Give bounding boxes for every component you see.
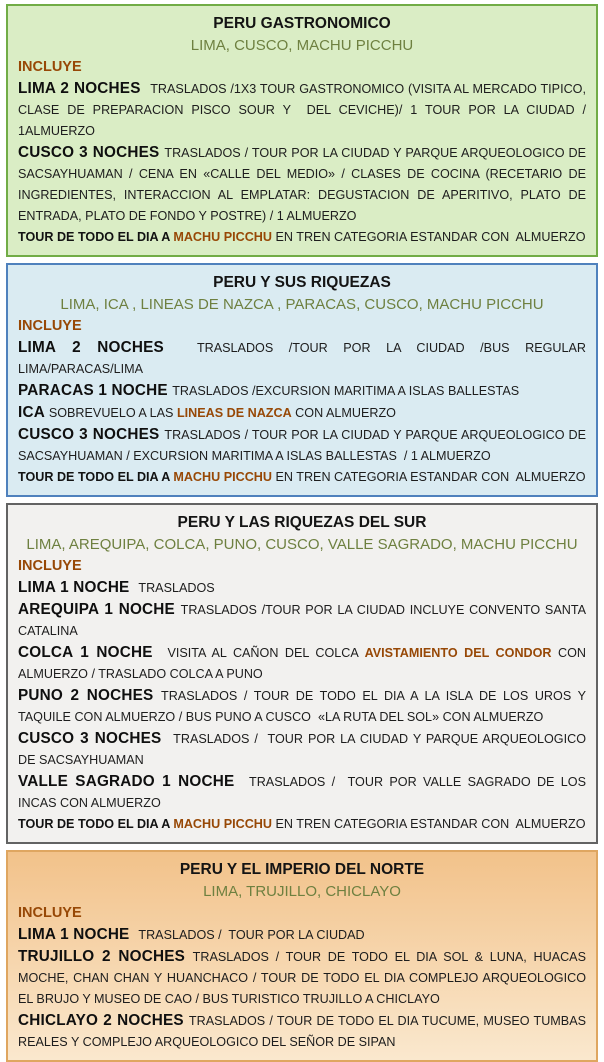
package-title: PERU Y EL IMPERIO DEL NORTE <box>179 861 425 878</box>
item-text: TRASLADOS / TOUR DE TODO EL DIA A LA ISLA DE LOS UROS Y TAQUILE CON ALMUERZO / BUS PUNO A CUSCO «LA RUTA DEL SOL» CON ALMUERZO <box>18 689 590 724</box>
package-card-peru-y-las-riquezas-del-sur <box>6 503 598 844</box>
item-text: TRASLADOS / TOUR POR LA CIUDAD Y PARQUE ARQUEOLOGICO DE SACSAYHUAMAN / CENA EN «CALLE DEL MEDIO» / CLASES DE COCINA (RECETARIO DE INGREDIENTES, INTERACCION AL EMPLATAR: DEGUSTACION DE APERITIVO, PLATO DE ENTRADA, PLATO DE FONDO Y POSTRE) / 1 ALMUERZO <box>18 146 590 223</box>
highlight-text: LINEAS DE NAZCA <box>176 406 292 420</box>
package-destinations: LIMA, ICA , LINEAS DE NAZCA , PARACAS, CUSCO, MACHU PICCHU <box>60 296 544 313</box>
item-lead: AREQUIPA 1 NOCHE <box>18 601 181 618</box>
includes-label: INCLUYE <box>18 318 82 334</box>
item-lead: TRUJILLO 2 NOCHES <box>18 948 193 965</box>
item-text: TRASLADOS / TOUR POR LA CIUDAD <box>138 928 365 942</box>
item-text: CON ALMUERZO <box>291 406 396 420</box>
itinerary-item <box>18 424 590 467</box>
item-text: TRASLADOS / TOUR POR LA CIUDAD Y PARQUE ARQUEOLOGICO DE SACSAYHUAMAN <box>18 732 590 767</box>
itinerary-item <box>18 946 590 1010</box>
item-text: TRASLADOS /EXCURSION MARITIMA A ISLAS BALLESTAS <box>172 384 520 398</box>
item-lead: ICA <box>18 404 49 421</box>
item-text: TRASLADOS /TOUR POR LA CIUDAD /BUS REGULAR LIMA/PARACAS/LIMA <box>18 341 590 376</box>
item-text: TRASLADOS / TOUR DE TODO EL DIA SOL & LUNA, HUACAS MOCHE, CHAN CHAN Y HUANCHACO / TOUR DE TODO EL DIA COMPLEJO ARQUEOLOGICO EL BRUJO Y MUSEO DE CAO / BUS TURISTICO TRUJILLO A CHICLAYO <box>18 950 590 1006</box>
package-destinations: LIMA, CUSCO, MACHU PICCHU <box>190 37 414 54</box>
item-text: TRASLADOS / TOUR DE TODO EL DIA TUCUME, MUSEO TUMBAS REALES Y COMPLEJO ARQUEOLOGICO DEL SEÑOR DE SIPAN <box>18 1014 590 1049</box>
item-lead: VALLE SAGRADO 1 NOCHE <box>18 773 250 790</box>
highlight-text: AVISTAMIENTO DEL CONDOR <box>364 646 552 660</box>
item-text: EN TREN CATEGORIA ESTANDAR CON ALMUERZO <box>272 470 586 484</box>
itinerary-item <box>18 642 589 685</box>
item-text: EN TREN CATEGORIA ESTANDAR CON ALMUERZO <box>272 230 586 244</box>
itinerary-item <box>18 402 586 424</box>
item-text: CON ALMUERZO / TRASLADO COLCA A PUNO <box>18 646 589 681</box>
item-text: TOUR DE TODO EL DIA A <box>18 470 174 484</box>
package-card-peru-y-sus-riquezas <box>6 263 598 497</box>
highlight-text: MACHU PICCHU <box>173 470 272 484</box>
package-title: PERU GASTRONOMICO <box>213 15 391 32</box>
item-lead: PARACAS 1 NOCHE <box>18 382 173 399</box>
package-destinations: LIMA, TRUJILLO, CHICLAYO <box>203 883 401 900</box>
itinerary-item <box>18 685 590 728</box>
itinerary-item <box>18 924 586 946</box>
itinerary-item <box>18 771 590 814</box>
item-lead: CUSCO 3 NOCHES <box>18 144 165 161</box>
package-title: PERU Y SUS RIQUEZAS <box>213 274 391 291</box>
item-text: TRASLADOS /TOUR POR LA CIUDAD INCLUYE CONVENTO SANTA CATALINA <box>18 603 590 638</box>
itinerary-item <box>18 577 586 599</box>
item-text: TRASLADOS /1X3 TOUR GASTRONOMICO (VISITA AL MERCADO TIPICO, CLASE DE PREPARACION PISCO SOUR Y DEL CEVICHE)/ 1 TOUR POR LA CIUDAD / 1ALMUERZO <box>18 82 590 138</box>
item-text: TOUR DE TODO EL DIA A <box>18 230 174 244</box>
package-title: PERU Y LAS RIQUEZAS DEL SUR <box>177 514 427 531</box>
item-lead: LIMA 2 NOCHES <box>18 339 197 356</box>
itinerary-item <box>18 142 590 227</box>
item-lead: LIMA 1 NOCHE <box>18 579 139 596</box>
item-lead: CUSCO 3 NOCHES <box>18 426 165 443</box>
itinerary-item <box>18 467 586 488</box>
includes-label: INCLUYE <box>18 558 82 574</box>
itinerary-item <box>18 1010 590 1053</box>
package-card-peru-y-el-imperio-del-norte <box>6 850 598 1062</box>
item-lead: COLCA 1 NOCHE <box>18 644 168 661</box>
item-lead: CHICLAYO 2 NOCHES <box>18 1012 189 1029</box>
item-text: TRASLADOS / TOUR POR VALLE SAGRADO DE LOS INCAS CON ALMUERZO <box>18 775 590 810</box>
item-lead: PUNO 2 NOCHES <box>18 687 161 704</box>
itinerary-item <box>18 78 590 142</box>
item-lead: CUSCO 3 NOCHES <box>18 730 174 747</box>
package-card-peru-gastronomico <box>6 4 598 257</box>
highlight-text: MACHU PICCHU <box>173 817 272 831</box>
package-destinations: LIMA, AREQUIPA, COLCA, PUNO, CUSCO, VALLE SAGRADO, MACHU PICCHU <box>26 536 578 553</box>
item-text: TRASLADOS / TOUR POR LA CIUDAD Y PARQUE ARQUEOLOGICO DE SACSAYHUAMAN / EXCURSION MARITIMA A ISLAS BALLESTAS / 1 ALMUERZO <box>18 428 590 463</box>
item-text: EN TREN CATEGORIA ESTANDAR CON ALMUERZO <box>272 817 586 831</box>
item-text: VISITA AL CAÑON DEL COLCA <box>167 646 365 660</box>
item-text: TOUR DE TODO EL DIA A <box>18 817 174 831</box>
itinerary-item <box>18 814 586 835</box>
includes-label: INCLUYE <box>18 59 82 75</box>
item-lead: LIMA 2 NOCHES <box>18 80 151 97</box>
itinerary-item <box>18 599 590 642</box>
item-text: TRASLADOS <box>138 581 215 595</box>
includes-label: INCLUYE <box>18 905 82 921</box>
highlight-text: MACHU PICCHU <box>173 230 272 244</box>
itinerary-item <box>18 728 590 771</box>
item-text: SOBREVUELO A LAS <box>48 406 177 420</box>
item-lead: LIMA 1 NOCHE <box>18 926 139 943</box>
itinerary-item <box>18 380 586 402</box>
itinerary-item <box>18 227 586 248</box>
itinerary-item <box>18 337 590 380</box>
